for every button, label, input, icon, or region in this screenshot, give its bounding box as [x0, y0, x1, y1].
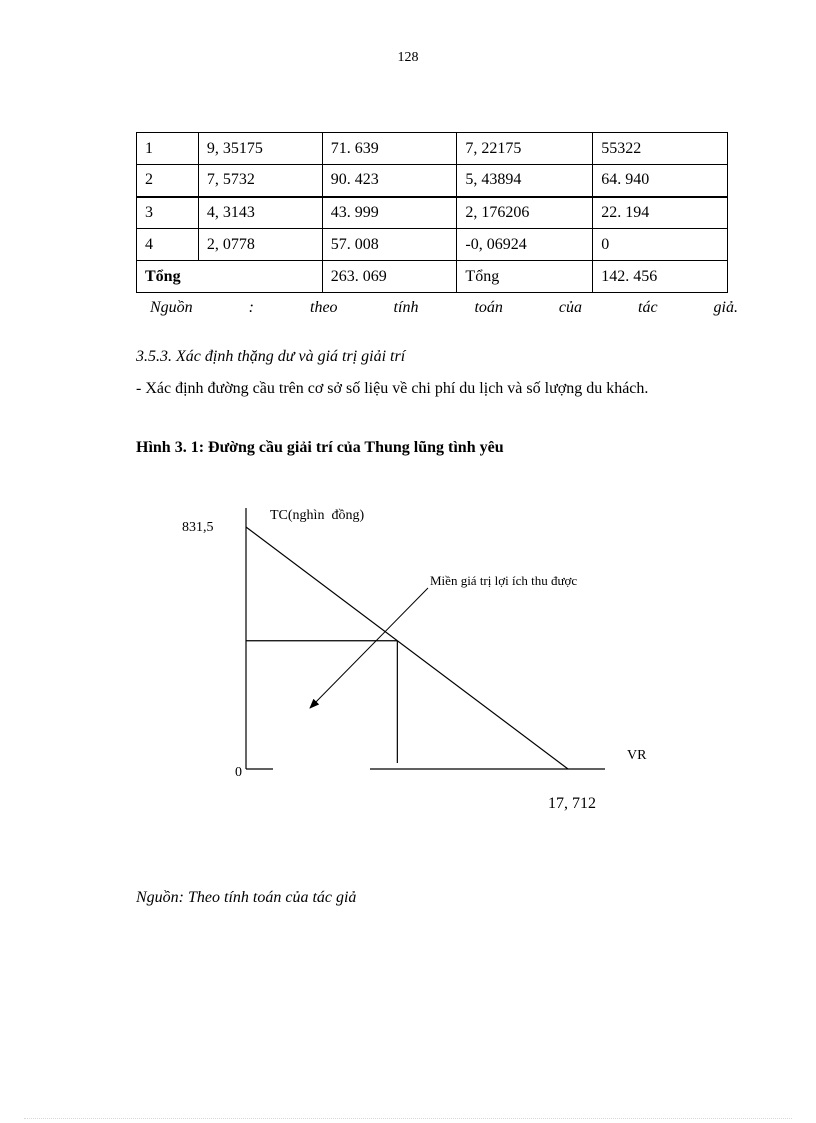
section-heading: 3.5.3. Xác định thặng dư và giá trị giải trí: [136, 348, 406, 365]
table-cell: 9, 35175: [198, 133, 322, 165]
table-cell: 4, 3143: [198, 197, 322, 229]
page-bottom-divider: [24, 1118, 792, 1119]
table-cell: 2: [137, 165, 199, 197]
total-value-2: 142. 456: [593, 261, 728, 293]
table-cell: 90. 423: [322, 165, 457, 197]
table-cell: 64. 940: [593, 165, 728, 197]
annotation-arrow: [310, 588, 428, 708]
table-cell: 0: [593, 229, 728, 261]
source-word: tác: [638, 299, 658, 316]
y-intercept-label: 831,5: [182, 520, 214, 535]
table-cell: 22. 194: [593, 197, 728, 229]
annotation-label: Miền giá trị lợi ích thu được: [430, 573, 578, 588]
source-word: của: [558, 299, 582, 316]
total-label: Tổng: [137, 261, 323, 293]
total-value: 263. 069: [322, 261, 457, 293]
y-axis-label: TC(nghìn đồng): [270, 508, 365, 523]
table-cell: -0, 06924: [457, 229, 593, 261]
table-cell: 1: [137, 133, 199, 165]
source-word: theo: [310, 299, 338, 316]
table-cell: 5, 43894: [457, 165, 593, 197]
table-cell: 4: [137, 229, 199, 261]
table-cell: 3: [137, 197, 199, 229]
x-axis-label: VR: [627, 748, 647, 763]
page-number: 128: [397, 50, 419, 65]
table-cell: 55322: [593, 133, 728, 165]
figure-source-note: Nguồn: Theo tính toán của tác giả: [136, 889, 357, 906]
table-cell: 2, 0778: [198, 229, 322, 261]
source-word: :: [248, 299, 254, 316]
table-cell: 7, 5732: [198, 165, 322, 197]
source-word: toán: [474, 299, 503, 316]
demand-curve-line: [246, 527, 568, 769]
source-word: tính: [393, 299, 419, 316]
figure-title: Hình 3. 1: Đường cầu giải trí của Thung lũng tình yêu: [136, 439, 504, 456]
origin-label: 0: [235, 765, 242, 780]
source-word: giả.: [713, 299, 738, 316]
source-word: Nguồn: [150, 299, 193, 316]
table-cell: 7, 22175: [457, 133, 593, 165]
table-cell: 71. 639: [322, 133, 457, 165]
table-cell: 57. 008: [322, 229, 457, 261]
x-intercept-label: 17, 712: [548, 795, 596, 812]
body-paragraph: - Xác định đường cầu trên cơ sở số liệu về chi phí du lịch và số lượng du khách.: [136, 380, 649, 397]
table-cell: 43. 999: [322, 197, 457, 229]
table-cell: 2, 176206: [457, 197, 593, 229]
total-label-2: Tổng: [457, 261, 593, 293]
